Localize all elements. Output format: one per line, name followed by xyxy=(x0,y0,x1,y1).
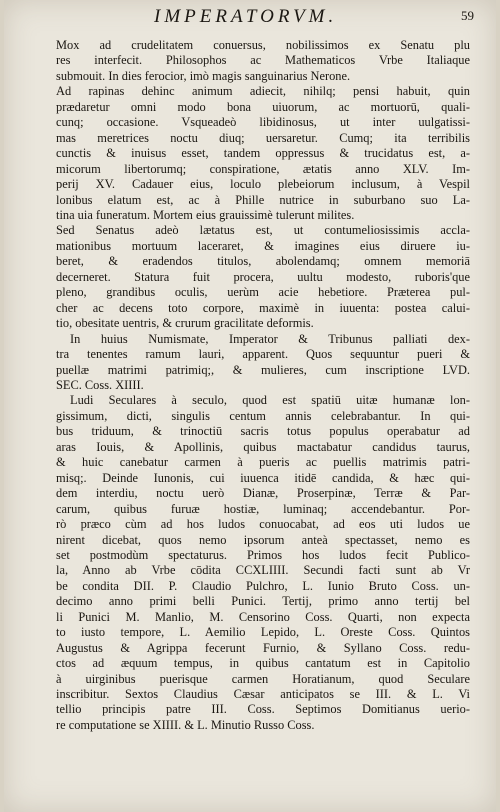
text-line: Ludi Seculares à seculo, quod est spatiū uitæ humanæ lon- xyxy=(70,393,470,408)
text-line: & huic canebatur carmen à pueris ac puellis matrimis patri- xyxy=(56,455,470,470)
text-line: cunctis & inuisus esset, tandem oppressus & trucidatus est, a- xyxy=(56,146,470,161)
text-line: tio, obesitate uentris, & crurum gracilitate deformis. xyxy=(56,316,314,331)
text-line: be condita DII. P. Claudio Pulchro, L. Iunio Bruto Coss. un- xyxy=(56,578,470,593)
text-line: lonibus elatum est, ac à Phille nutrice in suburbano suo La- xyxy=(56,192,470,207)
text-line: gissimum, dicti, singulis centum annis celebrabantur. In qui- xyxy=(56,408,470,423)
text-line: res interfecit. Philosophos ac Mathematicos Vrbe Italiaque xyxy=(56,53,470,68)
text-line: à uirginibus puerisque carmen Horatianum, quod Seculare xyxy=(56,671,470,686)
text-line: rò præco cùm ad hos ludos conuocabat, ad eos uti ludos ue xyxy=(56,517,470,532)
text-line: Ad rapinas dehinc animum adiecit, nihilq; pensi habuit, quin xyxy=(56,84,470,99)
text-line: set postmodùm spectaturus. Primos hos ludos fecit Publico- xyxy=(56,547,470,562)
text-line: SEC. Coss. XIIII. xyxy=(56,377,144,392)
text-line: ctos ad æquum tempus, in quibus cantatum est in Capitolio xyxy=(56,656,470,671)
text-line: perij XV. Cadauer eius, loculo plebeiorum inclusum, à Vespil xyxy=(56,177,470,192)
text-line: tellio principis patre III. Coss. Septimos Domitianus uerio- xyxy=(56,702,470,717)
text-line: Mox ad crudelitatem conuersus, nobilissimos ex Senatu plu xyxy=(56,38,470,52)
text-line: decerneret. Statura fuit procera, uultu modesto, ruboris'que xyxy=(56,269,470,284)
text-line: inscribitur. Sextos Claudius Cæsar anticipatos se III. & L. Vi xyxy=(56,687,470,702)
text-line: tra tenentes ramum lauri, apparent. Quos sequuntur pueri & xyxy=(56,347,470,362)
text-line: aras Iouis, & Apollinis, quibus mactabatur candidus taurus, xyxy=(56,439,470,454)
text-line: beret, & eradendos titulos, abolendamq; omnem memoriā xyxy=(56,254,470,269)
text-line: cunq; occasione. Vsqueadeò libidinosus, ut inter uulgatissi- xyxy=(56,115,470,130)
page-header xyxy=(4,2,496,34)
text-line: micorum libertorumq; conspiratione, ætatis anno XLV. Im- xyxy=(56,161,470,176)
text-line: tina uia funeratum. Mortem eius grauissimè tulerunt milites. xyxy=(56,207,355,222)
text-line: misq;. Deinde Iunonis, cui iuuenca itidē candida, & hæc qui- xyxy=(56,470,470,485)
text-line: Augustus & Agrippa fecerunt Furnio, & Syllano Coss. redu- xyxy=(56,640,470,655)
running-title: IMPERATORVM. xyxy=(154,6,338,27)
text-line: Sed Senatus adeò lætatus est, ut contumeliosissimis accla- xyxy=(56,223,470,238)
body-text xyxy=(56,38,470,733)
text-line: carum, quibus furuæ hostiæ, luminaq; accendebantur. Por- xyxy=(56,501,470,516)
text-line: li Punici M. Manlio, M. Censorino Coss. Quarti, non expecta xyxy=(56,609,470,624)
text-line: nirent dicebat, quos nemo ipsorum anteà spectasset, nemo es xyxy=(56,532,470,547)
text-line: submouit. In dies ferocior, imò magis sanguinarius Nerone. xyxy=(56,68,351,83)
text-line: mas meretrices noctu diuq; uersaretur. Cumq; ita terribilis xyxy=(56,130,470,145)
text-line: decimo anno primi belli Punici. Tertij, primo anno tertij bel xyxy=(56,594,470,609)
book-page xyxy=(4,0,496,812)
text-line: pleno, grandibus oculis, uerùm acie hebetiore. Præterea pul- xyxy=(56,285,470,300)
text-line: re computatione se XIIII. & L. Minutio Russo Coss. xyxy=(56,717,315,732)
text-line: to iusto tempore, L. Aemilio Lepido, L. Oreste Coss. Quintos xyxy=(56,625,470,640)
text-line: la, Anno ab Vrbe cōdita CCXLIIII. Secundi facti sunt ab Vr xyxy=(56,563,470,578)
page-number: 59 xyxy=(461,8,474,23)
text-line: cher ac decens toto corpore, maximè in iuuenta: postea calui- xyxy=(56,300,470,315)
text-line: dem interdiu, noctu uerò Dianæ, Proserpinæ, Terræ & Par- xyxy=(56,486,470,501)
text-line: mationibus mortuum laceraret, & imagines eius diruere iu- xyxy=(56,238,470,253)
text-line: bus triduum, & trinoctiū sacris totus populus operabatur ad xyxy=(56,424,470,439)
text-line: puellæ matrimi patrimiq;, & mulieres, cum inscriptione LVD. xyxy=(56,362,470,377)
text-line: In huius Numismate, Imperator & Tribunus palliati dex- xyxy=(70,331,470,346)
text-line: prædaretur omni modo bona uiuorum, ac mortuorū, quali- xyxy=(56,99,470,114)
